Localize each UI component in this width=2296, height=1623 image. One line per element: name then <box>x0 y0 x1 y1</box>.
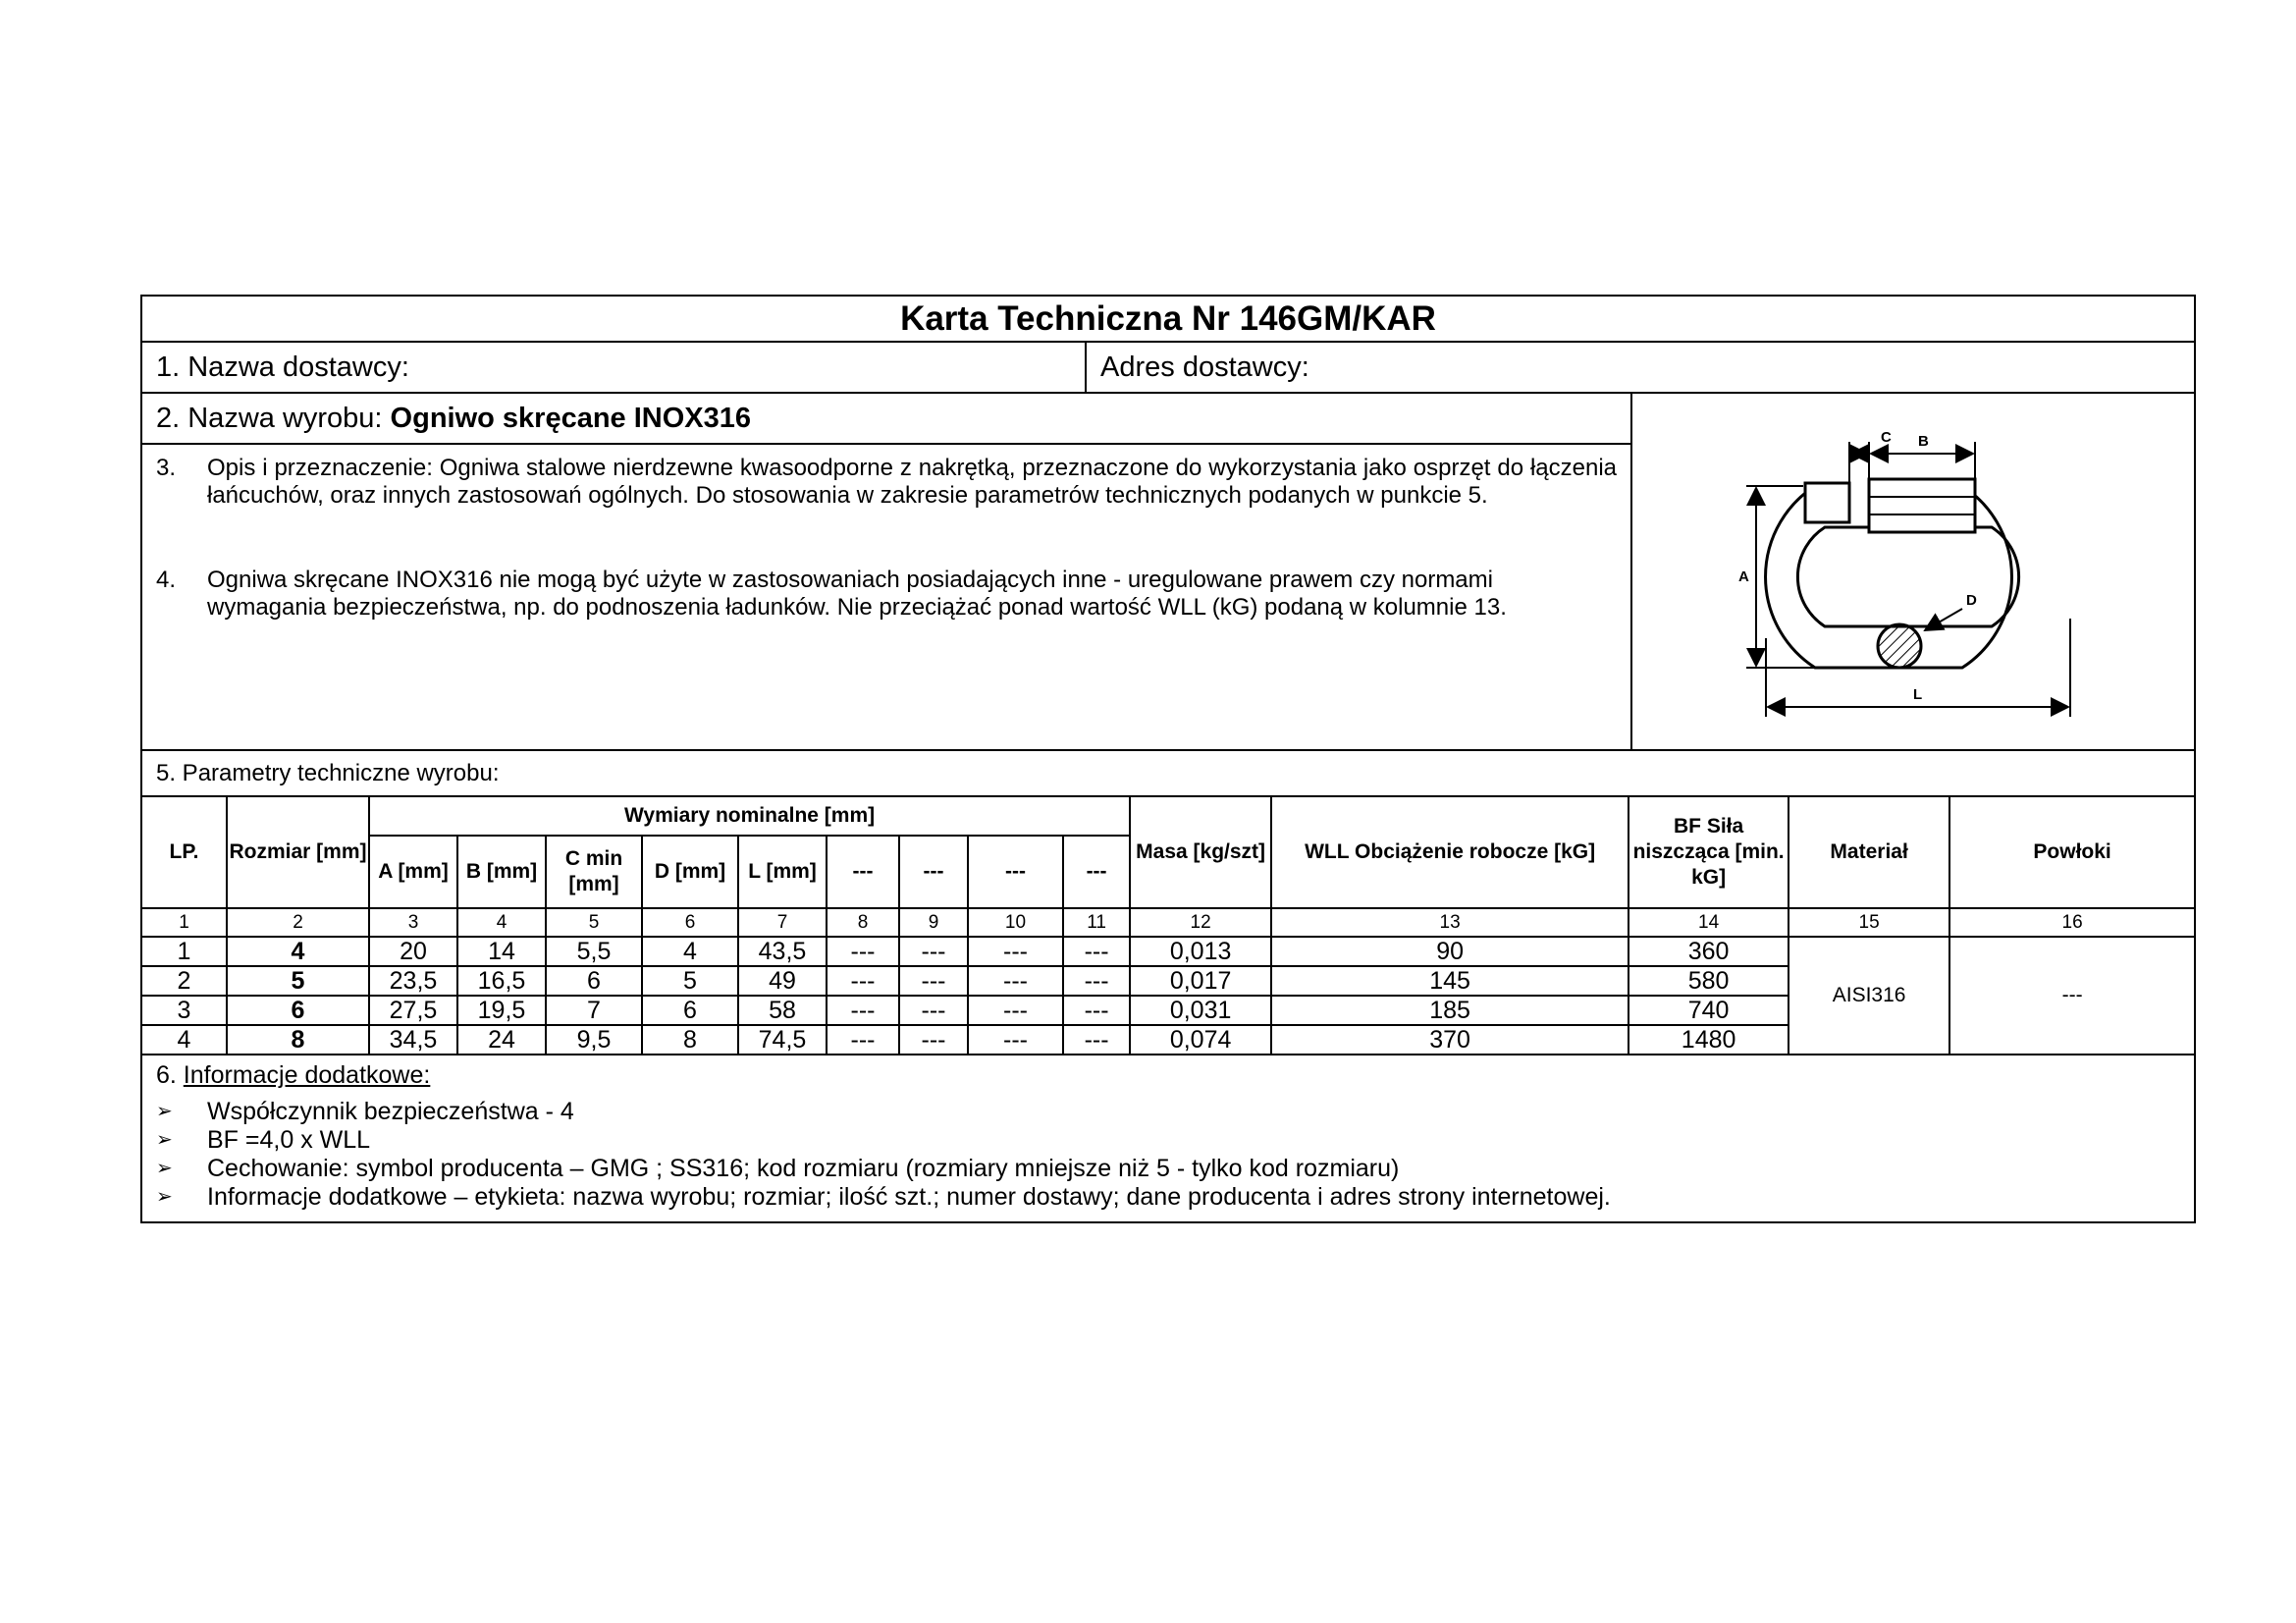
cell-d: 6 <box>642 996 738 1025</box>
cell-b: 14 <box>457 937 546 966</box>
list-item-text: BF =4,0 x WLL <box>207 1126 371 1154</box>
cell-empty: --- <box>1063 937 1130 966</box>
arrow-bullet-icon: ➢ <box>156 1186 173 1208</box>
additional-info-cell <box>141 1055 2195 1222</box>
header-size: Rozmiar [mm] <box>227 796 369 908</box>
cell-wll: 370 <box>1271 1025 1629 1055</box>
header-c-min: C min [mm] <box>546 836 642 908</box>
list-item-text: Współczynnik bezpieczeństwa - 4 <box>207 1098 574 1125</box>
header-material: Materiał <box>1789 796 1949 908</box>
product-name-row <box>141 393 1631 444</box>
header-empty-11: --- <box>1063 836 1130 908</box>
cell-bf: 1480 <box>1629 1025 1789 1055</box>
col-number: 13 <box>1271 908 1629 937</box>
description-item-4 <box>156 567 1617 622</box>
technical-sheet <box>140 295 2194 1223</box>
header-lp: LP. <box>141 796 227 908</box>
dim-label-c: C <box>1881 428 1892 446</box>
link-inner-outline <box>1797 527 2018 626</box>
cell-b: 19,5 <box>457 996 546 1025</box>
cell-coating: --- <box>1949 937 2195 1055</box>
cell-wll: 145 <box>1271 966 1629 996</box>
arrow-bullet-icon: ➢ <box>156 1129 173 1151</box>
cell-mass: 0,031 <box>1130 996 1271 1025</box>
gate-end-block <box>1805 483 1849 522</box>
cell-empty: --- <box>1063 996 1130 1025</box>
dim-label-b: B <box>1918 432 1929 450</box>
cell-empty: --- <box>968 996 1063 1025</box>
threaded-nut <box>1869 479 1975 532</box>
arrow-bullet-icon: ➢ <box>156 1101 173 1122</box>
cell-mass: 0,017 <box>1130 966 1271 996</box>
description-item-3 <box>156 455 1617 510</box>
cell-bf: 740 <box>1629 996 1789 1025</box>
cell-lp: 3 <box>141 996 227 1025</box>
dim-label-l: L <box>1913 685 1923 703</box>
cell-empty: --- <box>899 1025 968 1055</box>
col-number: 11 <box>1063 908 1130 937</box>
cell-a: 23,5 <box>369 966 457 996</box>
item-text: Ogniwa skręcane INOX316 nie mogą być użyte w zastosowaniach posiadających inne - uregulowane prawem czy normami wymagania bezpieczeństwa, np. do podnoszenia ładunków. Nie przeciążać ponad wartość WLL (kG) podaną w kolumnie 13. <box>207 567 1507 621</box>
params-section-label: 5. Parametry techniczne wyrobu: <box>141 750 2195 796</box>
document-title: Karta Techniczna Nr 146GM/KAR <box>141 296 2195 342</box>
cell-lp: 1 <box>141 937 227 966</box>
section-label: Informacje dodatkowe: <box>183 1061 431 1089</box>
cell-empty: --- <box>968 966 1063 996</box>
cell-empty: --- <box>899 937 968 966</box>
cell-l: 74,5 <box>738 1025 827 1055</box>
cell-d: 5 <box>642 966 738 996</box>
cell-size: 4 <box>227 937 369 966</box>
cell-a: 34,5 <box>369 1025 457 1055</box>
header-table <box>140 295 2196 797</box>
col-number: 12 <box>1130 908 1271 937</box>
cell-c: 5,5 <box>546 937 642 966</box>
col-number: 2 <box>227 908 369 937</box>
table-row <box>141 937 2195 966</box>
link-diagram-cell <box>1631 393 2195 750</box>
header-empty-9: --- <box>899 836 968 908</box>
column-number-row <box>141 908 2195 937</box>
description-cell <box>141 444 1631 750</box>
cell-empty: --- <box>1063 966 1130 996</box>
cell-c: 9,5 <box>546 1025 642 1055</box>
product-name: Ogniwo skręcane INOX316 <box>390 402 752 434</box>
item-number: 4. <box>156 567 177 593</box>
header-bf: BF Siła niszcząca [min. kG] <box>1629 796 1789 908</box>
cell-lp: 4 <box>141 1025 227 1055</box>
cell-size: 8 <box>227 1025 369 1055</box>
product-name-label: 2. Nazwa wyrobu: <box>156 402 391 434</box>
cell-empty: --- <box>827 966 899 996</box>
list-item-text: Cechowanie: symbol producenta – GMG ; SS316; kod rozmiaru (rozmiary mniejsze niż 5 - tylko kod rozmiaru) <box>207 1155 1400 1182</box>
item-number: 3. <box>156 455 177 481</box>
cell-size: 6 <box>227 996 369 1025</box>
cell-empty: --- <box>1063 1025 1130 1055</box>
dim-label-d: D <box>1966 591 1977 609</box>
cell-mass: 0,074 <box>1130 1025 1271 1055</box>
header-a: A [mm] <box>369 836 457 908</box>
section-number: 6. <box>156 1061 184 1089</box>
arrow-bullet-icon: ➢ <box>156 1158 173 1179</box>
header-empty-8: --- <box>827 836 899 908</box>
cell-b: 16,5 <box>457 966 546 996</box>
wire-cross-section <box>1878 624 1921 668</box>
cell-l: 58 <box>738 996 827 1025</box>
cell-a: 27,5 <box>369 996 457 1025</box>
col-number: 16 <box>1949 908 2195 937</box>
cell-empty: --- <box>827 1025 899 1055</box>
quick-link-diagram <box>1668 412 2159 727</box>
header-b: B [mm] <box>457 836 546 908</box>
cell-d: 8 <box>642 1025 738 1055</box>
cell-c: 7 <box>546 996 642 1025</box>
col-number: 9 <box>899 908 968 937</box>
cell-empty: --- <box>968 937 1063 966</box>
cell-l: 43,5 <box>738 937 827 966</box>
col-number: 5 <box>546 908 642 937</box>
header-d: D [mm] <box>642 836 738 908</box>
item-text: Opis i przeznaczenie: Ogniwa stalowe nierdzewne kwasoodporne z nakrętką, przeznaczone do wykorzystania jako osprzęt do łączenia łańcuchów, oraz innych zastosowań ogólnych. Do stosowania w zakresie parametrów technicznych podanych w punkcie 5. <box>207 455 1617 509</box>
header-empty-10: --- <box>968 836 1063 908</box>
col-number: 14 <box>1629 908 1789 937</box>
cell-empty: --- <box>968 1025 1063 1055</box>
cell-empty: --- <box>899 996 968 1025</box>
header-wll: WLL Obciążenie robocze [kG] <box>1271 796 1629 908</box>
header-nominal-dimensions: Wymiary nominalne [mm] <box>369 796 1130 836</box>
col-number: 15 <box>1789 908 1949 937</box>
header-coating: Powłoki <box>1949 796 2195 908</box>
additional-info-heading <box>156 1061 2180 1090</box>
col-number: 8 <box>827 908 899 937</box>
cell-d: 4 <box>642 937 738 966</box>
header-mass: Masa [kg/szt] <box>1130 796 1271 908</box>
cell-mass: 0,013 <box>1130 937 1271 966</box>
cell-wll: 90 <box>1271 937 1629 966</box>
cell-a: 20 <box>369 937 457 966</box>
list-item <box>156 1098 2180 1126</box>
supplier-name-label: 1. Nazwa dostawcy: <box>141 342 1086 393</box>
col-number: 1 <box>141 908 227 937</box>
cell-bf: 360 <box>1629 937 1789 966</box>
cell-l: 49 <box>738 966 827 996</box>
cell-wll: 185 <box>1271 996 1629 1025</box>
header-l: L [mm] <box>738 836 827 908</box>
cell-bf: 580 <box>1629 966 1789 996</box>
cell-empty: --- <box>827 937 899 966</box>
cell-empty: --- <box>899 966 968 996</box>
col-number: 6 <box>642 908 738 937</box>
cell-material: AISI316 <box>1789 937 1949 1055</box>
list-item <box>156 1183 2180 1212</box>
col-number: 7 <box>738 908 827 937</box>
cell-b: 24 <box>457 1025 546 1055</box>
list-item <box>156 1126 2180 1155</box>
list-item-text: Informacje dodatkowe – etykieta: nazwa wyrobu; rozmiar; ilość szt.; numer dostawy; dane producenta i adres strony internetowej. <box>207 1183 1611 1211</box>
parameters-table <box>140 795 2196 1223</box>
cell-empty: --- <box>827 996 899 1025</box>
cell-lp: 2 <box>141 966 227 996</box>
cell-c: 6 <box>546 966 642 996</box>
list-item <box>156 1155 2180 1183</box>
col-number: 3 <box>369 908 457 937</box>
col-number: 4 <box>457 908 546 937</box>
dim-label-a: A <box>1738 568 1749 585</box>
col-number: 10 <box>968 908 1063 937</box>
supplier-address-label: Adres dostawcy: <box>1086 342 2195 393</box>
cell-size: 5 <box>227 966 369 996</box>
